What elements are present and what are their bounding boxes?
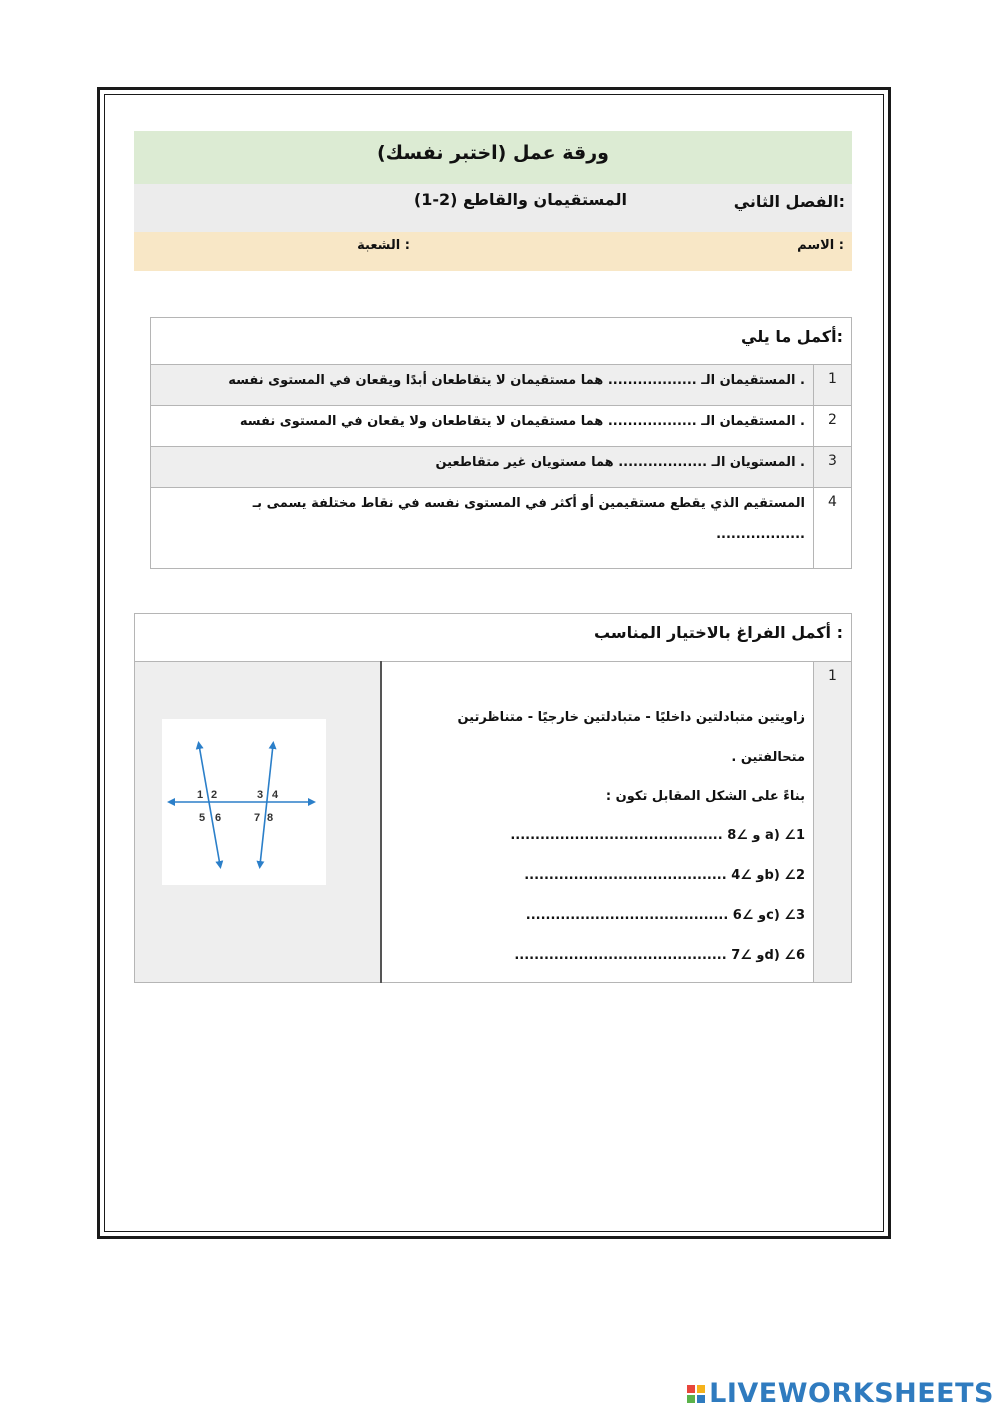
chapter-band	[134, 184, 852, 232]
choice-item[interactable]	[526, 908, 805, 923]
choice-item[interactable]	[514, 948, 805, 963]
item-text: ∠6و ∠7 ...........................................	[514, 948, 805, 963]
question-number: 2	[814, 406, 852, 447]
question-row	[151, 365, 852, 406]
angle-label-1: 1	[197, 789, 204, 801]
liveworksheets-logo[interactable]	[687, 1378, 994, 1409]
angle-label-8: 8	[267, 812, 274, 824]
name-label: الاسم :	[797, 238, 844, 253]
angle-label-5: 5	[199, 812, 206, 824]
student-info-band	[134, 232, 852, 271]
logo-text: LIVEWORKSHEETS	[709, 1378, 994, 1409]
right-line	[260, 745, 273, 865]
part2-heading: أكمل الفراغ بالاختيار المناسب :	[135, 614, 852, 662]
options-line: زاويتين متبادلتين داخليًا - متبادلتين خارجيًا - متناظرتين	[457, 710, 805, 725]
item-letter: b)	[764, 868, 780, 883]
item-letter: a)	[765, 828, 780, 843]
question-text: المستقيمان الـ .................. هما مستقيمان لا يتقاطعان ولا يقعان في المستوى نفسه .	[151, 406, 814, 447]
choice-table	[134, 613, 852, 983]
transversal-figure	[162, 719, 326, 885]
angle-label-3: 3	[257, 789, 264, 801]
question-text: المستقيمان الـ .................. هما مستقيمان لا يتقاطعان أبدًا ويقعان في المستوى نفسه .	[151, 365, 814, 406]
question-row	[151, 406, 852, 447]
question-row	[151, 488, 852, 569]
angle-label-7: 7	[254, 812, 261, 824]
choice-item[interactable]	[510, 828, 805, 843]
question-number: 1	[814, 662, 852, 983]
item-text: ∠3و ∠6 .........................................	[525, 908, 805, 923]
options-line: متحالفتين .	[731, 750, 805, 765]
parallel-lines-diagram	[162, 719, 326, 885]
item-text: ∠2و ∠4 .........................................	[524, 868, 805, 883]
fill-in-table	[150, 317, 852, 569]
question-number: 3	[814, 447, 852, 488]
question-number: 4	[814, 488, 852, 569]
part1-heading: أكمل ما يلي:	[151, 318, 852, 365]
worksheet-title: ورقة عمل (اختبر نفسك)	[134, 131, 852, 184]
chapter-label: الفصل الثاني:	[733, 192, 845, 211]
section-label: الشعبة :	[357, 238, 410, 253]
figure-cell	[135, 662, 381, 983]
question-cell	[151, 488, 814, 569]
question-text: المستويان الـ .................. هما مستويان غير متقاطعين .	[151, 447, 814, 488]
answer-blank[interactable]: ..................	[716, 527, 805, 542]
logo-icon	[687, 1385, 705, 1403]
item-text: ∠1 و ∠8 ...........................................	[510, 828, 805, 843]
angle-label-4: 4	[272, 789, 279, 801]
prompt-text: بناءً على الشكل المقابل تكون :	[605, 789, 805, 804]
question-number: 1	[814, 365, 852, 406]
item-letter: c)	[766, 908, 780, 923]
item-letter: d)	[764, 948, 780, 963]
angle-label-2: 2	[211, 789, 218, 801]
question-text: المستقيم الذي يقطع مستقيمين أو أكثر في المستوى نفسه في نقاط مختلفة يسمى بـ	[252, 496, 805, 511]
choice-content	[381, 662, 814, 983]
left-line	[199, 745, 220, 865]
question-row	[151, 447, 852, 488]
lesson-title: (1-2) المستقيمان والقاطع	[413, 190, 627, 209]
choice-item[interactable]	[524, 868, 805, 883]
angle-label-6: 6	[215, 812, 222, 824]
